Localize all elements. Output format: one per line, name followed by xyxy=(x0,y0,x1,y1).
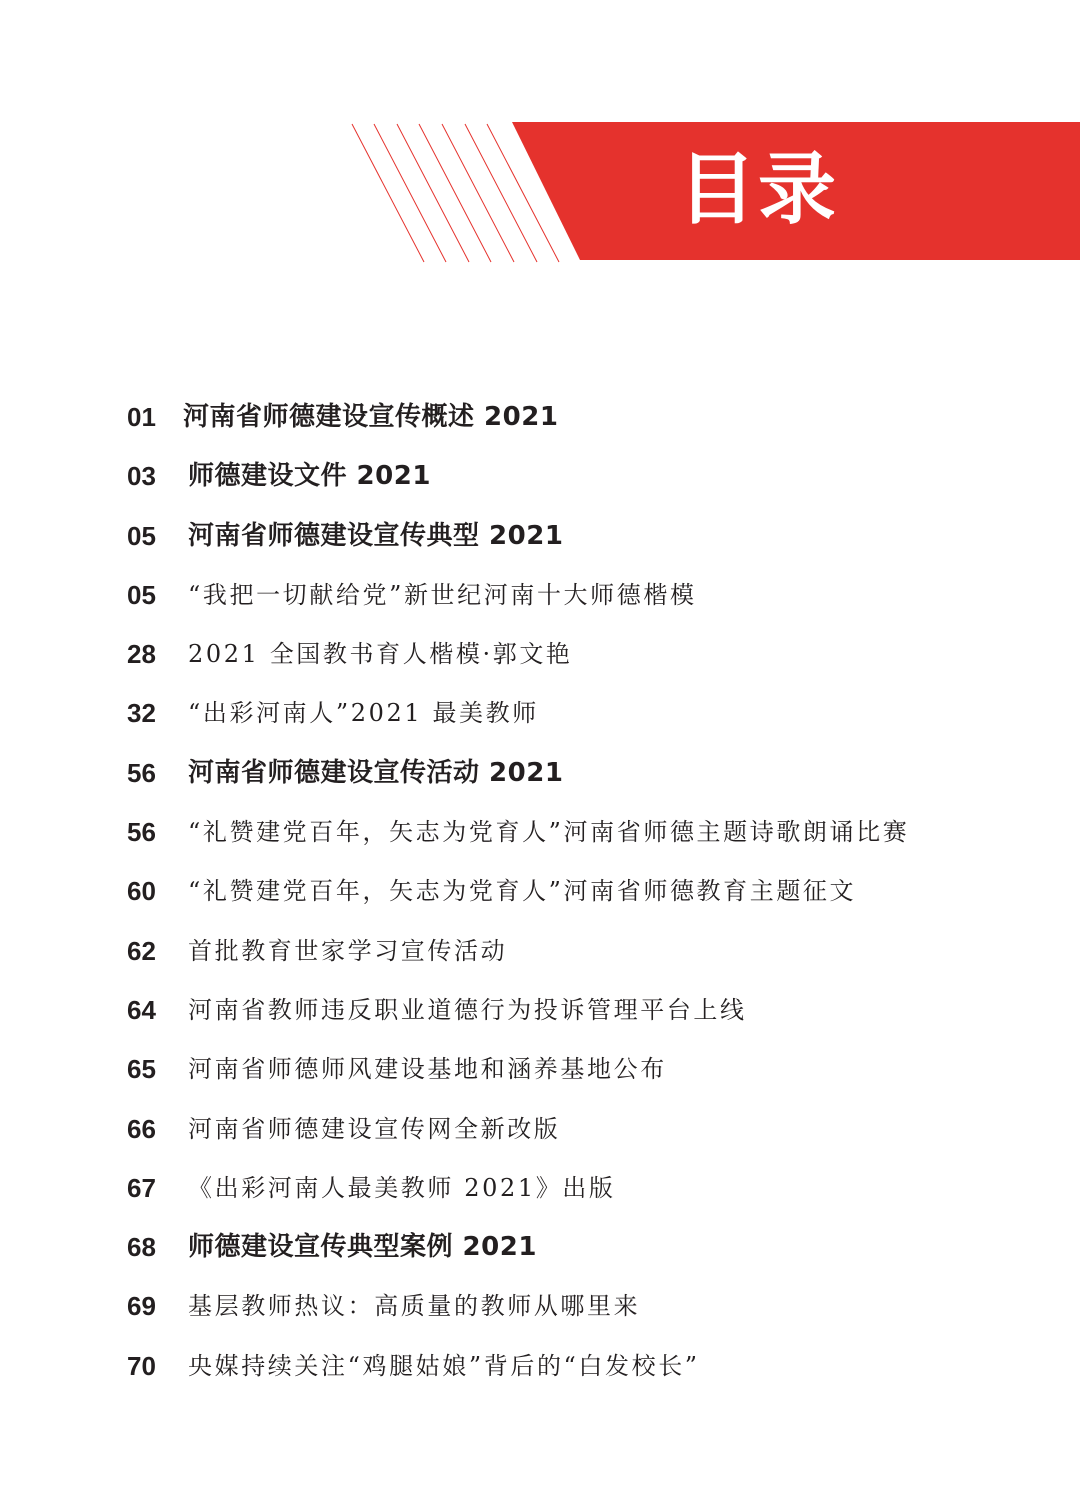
toc-page-number: 56 xyxy=(127,817,156,848)
toc-entry-title: “礼赞建党百年，矢志为党育人”河南省师德主题诗歌朗诵比赛 xyxy=(188,818,910,847)
toc-entry-title: 《出彩河南人最美教师 2021》出版 xyxy=(188,1173,616,1202)
toc-page-number: 56 xyxy=(127,757,156,788)
toc-entry[interactable] xyxy=(0,684,1080,743)
toc-entry[interactable] xyxy=(0,507,1080,566)
toc-entry-title: 河南省师德建设宣传活动 2021 xyxy=(188,757,564,788)
toc-page-number: 68 xyxy=(127,1232,156,1263)
toc-entry[interactable] xyxy=(0,981,1080,1040)
toc-entry[interactable] xyxy=(0,566,1080,625)
toc-entry-title: 河南省师德建设宣传网全新改版 xyxy=(188,1114,561,1143)
toc-page-number: 60 xyxy=(127,876,156,907)
toc-entry[interactable] xyxy=(0,922,1080,981)
toc-entry-title: “出彩河南人”2021 最美教师 xyxy=(188,699,539,728)
toc-page-number: 66 xyxy=(127,1113,156,1144)
stripe-line xyxy=(397,124,469,262)
toc-page-number: 62 xyxy=(127,935,156,966)
toc-page-number: 03 xyxy=(127,461,156,492)
toc-page-number: 69 xyxy=(127,1291,156,1322)
toc-entry[interactable] xyxy=(0,388,1080,447)
toc-entry[interactable] xyxy=(0,1337,1080,1396)
toc-entry-title: 央媒持续关注“鸡腿姑娘”背后的“白发校长” xyxy=(188,1351,700,1380)
toc-entry-title: 河南省师德师风建设基地和涵养基地公布 xyxy=(188,1055,667,1084)
toc-entry-title: 首批教育世家学习宣传活动 xyxy=(188,936,508,965)
toc-entry-title: 师德建设宣传典型案例 2021 xyxy=(188,1232,537,1263)
toc-entry[interactable] xyxy=(0,447,1080,506)
toc-entry[interactable] xyxy=(0,803,1080,862)
stripe-line xyxy=(442,124,514,262)
toc-page-number: 70 xyxy=(127,1350,156,1381)
toc-entry-title: 2021 全国教书育人楷模·郭文艳 xyxy=(188,640,573,669)
toc-entry-title: “我把一切献给党”新世纪河南十大师德楷模 xyxy=(188,580,697,609)
toc-entry[interactable] xyxy=(0,1159,1080,1218)
toc-entry-title: “礼赞建党百年，矢志为党育人”河南省师德教育主题征文 xyxy=(188,877,857,906)
toc-page-number: 05 xyxy=(127,520,156,551)
toc-entry[interactable] xyxy=(0,862,1080,921)
toc-page-number: 28 xyxy=(127,639,156,670)
stripe-line xyxy=(419,124,491,262)
table-of-contents xyxy=(0,388,1080,1396)
toc-entry[interactable] xyxy=(0,744,1080,803)
toc-page-number: 05 xyxy=(127,579,156,610)
toc-entry-title: 基层教师热议：高质量的教师从哪里来 xyxy=(188,1292,641,1321)
toc-entry-title: 河南省教师违反职业道德行为投诉管理平台上线 xyxy=(188,995,747,1024)
toc-entry[interactable] xyxy=(0,1040,1080,1099)
toc-entry[interactable] xyxy=(0,1277,1080,1336)
toc-entry-title: 师德建设文件 2021 xyxy=(188,461,431,492)
toc-page-number: 65 xyxy=(127,1054,156,1085)
toc-page-number: 64 xyxy=(127,994,156,1025)
page-title: 目录 xyxy=(678,145,839,235)
toc-entry[interactable] xyxy=(0,1218,1080,1277)
toc-page-number: 01 xyxy=(127,402,156,432)
toc-page-number: 67 xyxy=(127,1172,156,1203)
stripe-line xyxy=(352,124,424,262)
header-banner-art xyxy=(0,0,1080,300)
toc-entry-title: 河南省师德建设宣传典型 2021 xyxy=(188,520,564,551)
toc-entry[interactable] xyxy=(0,625,1080,684)
toc-entry-title: 河南省师德建设宣传概述 2021 xyxy=(183,402,559,432)
toc-entry[interactable] xyxy=(0,1100,1080,1159)
toc-page-number: 32 xyxy=(127,698,156,729)
stripe-line xyxy=(374,124,446,262)
